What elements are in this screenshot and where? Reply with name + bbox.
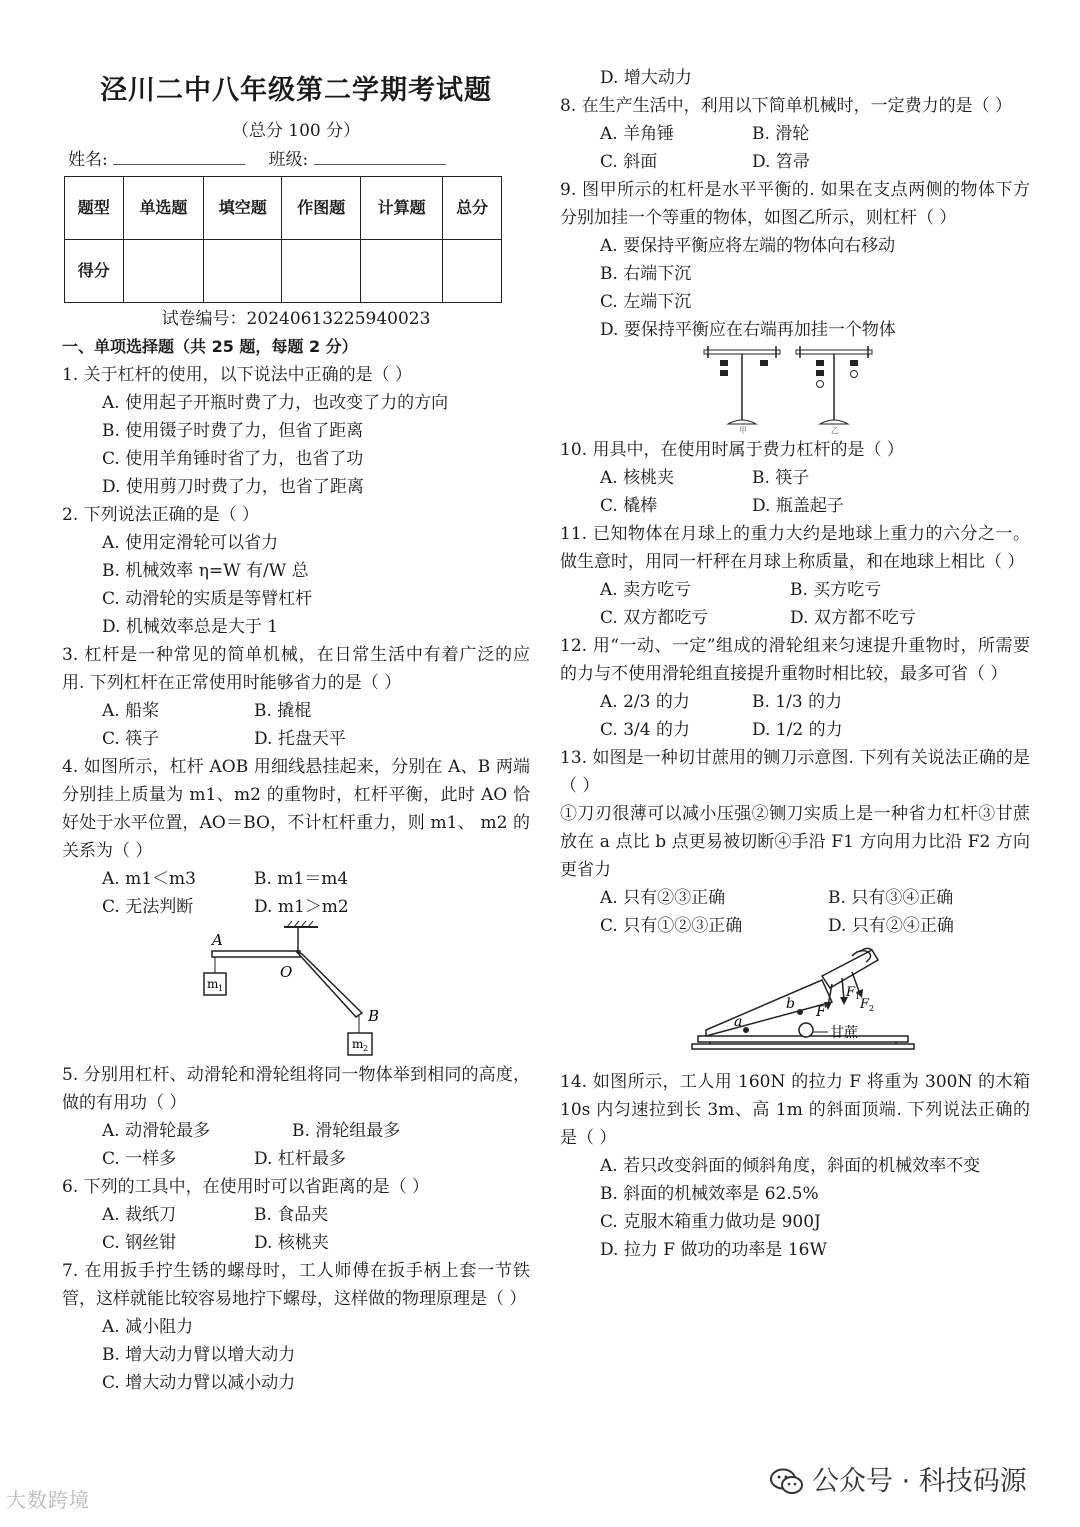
question-10 bbox=[560, 436, 1030, 520]
option-c[interactable]: C. 增大动力臂以减小动力 bbox=[102, 1373, 296, 1393]
option-b[interactable]: B. 只有③④正确 bbox=[828, 888, 954, 908]
question-stem: 2. 下列说法正确的是（ ） bbox=[62, 505, 260, 525]
option-a[interactable]: A. 2/3 的力 bbox=[600, 692, 690, 712]
question-5 bbox=[62, 1061, 530, 1173]
question-stem: 4. 如图所示，杠杆 AOB 用细线悬挂起来，分别在 A、B 两端分别挂上质量为 m1、m2 的重物时，杠杆平衡，此时 AO 恰好处于水平位置，AO＝BO，不计杠杆重力，则 m1、 m2 的关系为（ ） bbox=[62, 757, 530, 861]
name-class-row bbox=[62, 146, 530, 174]
option-c[interactable]: C. 钢丝钳 bbox=[102, 1233, 177, 1253]
class-blank[interactable] bbox=[314, 146, 446, 165]
score-label-cell: 得分 bbox=[65, 240, 124, 303]
option-d[interactable]: D. 只有②④正确 bbox=[828, 916, 954, 936]
label-b: B bbox=[368, 1007, 380, 1025]
option-d[interactable]: D. 瓶盖起子 bbox=[752, 496, 844, 516]
watermark-right-text: 公众号 · 科技码源 bbox=[812, 1466, 1027, 1497]
question-3 bbox=[62, 641, 530, 753]
option-a[interactable]: A. m1＜m3 bbox=[102, 869, 196, 889]
option-row bbox=[62, 865, 530, 893]
option-b[interactable]: B. 滑轮 bbox=[752, 124, 810, 144]
option-row bbox=[62, 893, 530, 921]
option-d[interactable]: D. 使用剪刀时费了力，也省了距离 bbox=[102, 477, 364, 497]
right-column bbox=[560, 64, 1030, 1264]
knife-diagram bbox=[560, 940, 1030, 1068]
score-cell[interactable] bbox=[360, 240, 442, 303]
option-a[interactable]: A. 卖方吃亏 bbox=[600, 580, 692, 600]
option-c[interactable]: C. 无法判断 bbox=[102, 897, 194, 917]
question-stem: 12. 用“一动、一定”组成的滑轮组来匀速提升重物时，所需要的力与不使用滑轮组直接提升重物时相比较，最多可省（ ） bbox=[560, 636, 1030, 684]
question-6 bbox=[62, 1173, 530, 1257]
option-b[interactable]: B. 右端下沉 bbox=[600, 264, 692, 284]
option-a[interactable]: A. 要保持平衡应将左端的物体向右移动 bbox=[600, 236, 896, 256]
score-cell[interactable] bbox=[443, 240, 502, 303]
label-f: F bbox=[816, 1004, 826, 1020]
option-row bbox=[560, 912, 1030, 940]
question-stem: 8. 在生产生活中，利用以下简单机械时，一定费力的是（ ） bbox=[560, 96, 1013, 116]
balance-left bbox=[704, 346, 780, 435]
watermark-right bbox=[770, 1462, 1027, 1502]
option-a[interactable]: A. 只有②③正确 bbox=[600, 888, 726, 908]
name-label: 姓名: bbox=[68, 150, 108, 170]
question-11 bbox=[560, 520, 1030, 632]
option-row bbox=[560, 716, 1030, 744]
option-d[interactable]: D. 要保持平衡应在右端再加挂一个物体 bbox=[600, 320, 896, 340]
balance-right bbox=[796, 346, 872, 435]
option-c[interactable]: C. 左端下沉 bbox=[600, 292, 692, 312]
option-a[interactable]: A. 动滑轮最多 bbox=[102, 1121, 211, 1141]
option-row bbox=[560, 120, 1030, 148]
balance-lever-diagram bbox=[560, 344, 1030, 436]
label-jia: 甲 bbox=[739, 426, 747, 435]
option-row bbox=[560, 464, 1030, 492]
question-stem: 14. 如图所示，工人用 160N 的拉力 F 将重为 300N 的木箱 10s 内匀速拉到长 3m、高 1m 的斜面顶端. 下列说法正确的是（ ） bbox=[560, 1072, 1030, 1148]
option-d[interactable]: D. 增大动力 bbox=[600, 68, 692, 88]
question-9 bbox=[560, 176, 1030, 436]
label-m1: m bbox=[207, 977, 219, 991]
question-stem: 6. 下列的工具中，在使用时可以省距离的是（ ） bbox=[62, 1177, 430, 1197]
option-row bbox=[560, 148, 1030, 176]
option-row bbox=[560, 604, 1030, 632]
option-a[interactable]: A. 羊角锤 bbox=[600, 124, 675, 144]
option-d[interactable]: D. 托盘天平 bbox=[254, 729, 346, 749]
score-table-header-row bbox=[65, 177, 502, 240]
question-stem: 11. 已知物体在月球上的重力大约是地球上重力的六分之一。做生意时，用同一杆秤在月球上称质量，和在地球上相比（ ） bbox=[560, 524, 1030, 572]
option-d[interactable]: D. 核桃夹 bbox=[254, 1233, 329, 1253]
score-cell[interactable] bbox=[204, 240, 282, 303]
section-heading: 一、单项选择题（共 25 题，每题 2 分） bbox=[62, 337, 358, 356]
class-label: 班级: bbox=[268, 150, 309, 170]
question-2 bbox=[62, 501, 530, 641]
question-1 bbox=[62, 361, 530, 501]
option-c[interactable]: C. 斜面 bbox=[600, 152, 658, 172]
option-row bbox=[62, 1201, 530, 1229]
label-a-point: a bbox=[734, 1014, 743, 1030]
option-a[interactable]: A. 若只改变斜面的倾斜角度，斜面的机械效率不变 bbox=[600, 1156, 981, 1176]
option-a[interactable]: A. 使用起子开瓶时费了力，也改变了力的方向 bbox=[102, 393, 449, 413]
question-stem: 10. 用具中，在使用时属于费力杠杆的是（ ） bbox=[560, 440, 904, 460]
option-d[interactable]: D. 双方都不吃亏 bbox=[790, 608, 916, 628]
question-8 bbox=[560, 92, 1030, 176]
option-d[interactable]: D. m1＞m2 bbox=[254, 897, 349, 917]
option-d[interactable]: D. 拉力 F 做功的功率是 16W bbox=[600, 1240, 827, 1260]
option-a[interactable]: A. 船桨 bbox=[102, 701, 160, 721]
label-f2: F bbox=[860, 997, 870, 1012]
option-c[interactable]: C. 筷子 bbox=[102, 729, 160, 749]
table-header-cell: 作图题 bbox=[282, 177, 360, 240]
option-b[interactable]: B. m1＝m4 bbox=[254, 869, 349, 889]
option-b[interactable]: B. 斜面的机械效率是 62.5% bbox=[600, 1184, 819, 1204]
label-cane: 甘蔗 bbox=[830, 1025, 858, 1041]
option-c[interactable]: C. 动滑轮的实质是等臂杠杆 bbox=[102, 589, 313, 609]
total-score-note: （总分 100 分） bbox=[231, 121, 361, 141]
option-d[interactable]: D. 机械效率总是大于 1 bbox=[102, 617, 279, 637]
option-a[interactable]: A. 使用定滑轮可以省力 bbox=[102, 533, 279, 553]
option-c[interactable]: C. 使用羊角锤时省了力，也省了功 bbox=[102, 449, 364, 469]
question-stem: 3. 杠杆是一种常见的简单机械，在日常生活中有着广泛的应用. 下列杠杆在正常使用时能够省力的是（ ） bbox=[62, 645, 530, 693]
label-f2-sub: 2 bbox=[869, 1004, 875, 1013]
option-d[interactable]: D. 1/2 的力 bbox=[752, 720, 843, 740]
option-a[interactable]: A. 减小阻力 bbox=[102, 1317, 194, 1337]
table-header-cell: 填空题 bbox=[204, 177, 282, 240]
option-row bbox=[62, 1145, 530, 1173]
option-row bbox=[62, 697, 530, 725]
option-row bbox=[62, 1229, 530, 1257]
option-b[interactable]: B. 增大动力臂以增大动力 bbox=[102, 1345, 296, 1365]
table-header-cell: 计算题 bbox=[360, 177, 442, 240]
question-13 bbox=[560, 744, 1030, 1068]
question-stem: 7. 在用扳手拧生锈的螺母时，工人师傅在扳手柄上套一节铁管，这样就能比较容易地拧下螺母，这样做的物理原理是（ ） bbox=[62, 1261, 530, 1309]
option-row bbox=[560, 576, 1030, 604]
question-stem: 9. 图甲所示的杠杆是水平平衡的. 如果在支点两侧的物体下方分别加挂一个等重的物体，如图乙所示，则杠杆（ ） bbox=[560, 180, 1030, 228]
option-b[interactable]: B. 撬棍 bbox=[254, 701, 312, 721]
label-f1-sub: 1 bbox=[855, 992, 861, 1001]
option-row bbox=[62, 725, 530, 753]
label-m2-sub: 2 bbox=[363, 1044, 369, 1053]
option-b[interactable]: B. 机械效率 η=W 有/W 总 bbox=[102, 561, 309, 581]
option-row bbox=[560, 492, 1030, 520]
option-row bbox=[62, 1117, 530, 1145]
option-a[interactable]: A. 裁纸刀 bbox=[102, 1205, 177, 1225]
option-d[interactable]: D. 笤帚 bbox=[752, 152, 810, 172]
option-c[interactable]: C. 只有①②③正确 bbox=[600, 916, 743, 936]
table-header-cell: 题型 bbox=[65, 177, 124, 240]
option-b[interactable]: B. 使用镊子时费了力，但省了距离 bbox=[102, 421, 364, 441]
option-b[interactable]: B. 买方吃亏 bbox=[790, 580, 882, 600]
label-o: O bbox=[280, 963, 293, 981]
exam-code: 试卷编号：20240613225940023 bbox=[161, 309, 431, 329]
option-a[interactable]: A. 核桃夹 bbox=[600, 468, 675, 488]
score-cell[interactable] bbox=[282, 240, 360, 303]
label-b-point: b bbox=[786, 996, 795, 1012]
option-b[interactable]: B. 筷子 bbox=[752, 468, 810, 488]
table-header-cell: 单选题 bbox=[123, 177, 203, 240]
option-c[interactable]: C. 橇棒 bbox=[600, 496, 658, 516]
table-header-cell: 总分 bbox=[443, 177, 502, 240]
option-b[interactable]: B. 滑轮组最多 bbox=[292, 1121, 401, 1141]
wechat-icon bbox=[770, 1468, 804, 1496]
option-c[interactable]: C. 3/4 的力 bbox=[600, 720, 690, 740]
score-table-score-row bbox=[65, 240, 502, 303]
question-4 bbox=[62, 753, 530, 1061]
watermark-left: 大数跨境 bbox=[6, 1488, 90, 1512]
score-cell[interactable] bbox=[123, 240, 203, 303]
option-b[interactable]: B. 食品夹 bbox=[254, 1205, 329, 1225]
label-m2: m bbox=[352, 1037, 364, 1051]
question-detail: ①刀刃很薄可以减小压强②铡刀实质上是一种省力杠杆③甘蔗放在 a 点比 b 点更易被切断④手沿 F1 方向用力比沿 F2 方向更省力 bbox=[560, 804, 1030, 880]
left-column bbox=[62, 64, 530, 1397]
option-c[interactable]: C. 克服木箱重力做功是 900J bbox=[600, 1212, 821, 1232]
option-c[interactable]: C. 一样多 bbox=[102, 1149, 177, 1169]
question-stem: 1. 关于杠杆的使用，以下说法中正确的是（ ） bbox=[62, 365, 413, 385]
score-table bbox=[64, 176, 502, 303]
option-b[interactable]: B. 1/3 的力 bbox=[752, 692, 843, 712]
label-a: A bbox=[212, 931, 223, 949]
label-f1: F bbox=[846, 985, 856, 1000]
option-row bbox=[560, 884, 1030, 912]
option-d[interactable]: D. 杠杆最多 bbox=[254, 1149, 346, 1169]
name-blank[interactable] bbox=[113, 146, 245, 165]
question-14 bbox=[560, 1068, 1030, 1264]
label-m1-sub: 1 bbox=[218, 984, 224, 993]
exam-title: 泾川二中八年级第二学期考试题 bbox=[100, 75, 492, 106]
question-12 bbox=[560, 632, 1030, 744]
question-stem: 5. 分别用杠杆、动滑轮和滑轮组将同一物体举到相同的高度，做的有用功（ ） bbox=[62, 1065, 530, 1113]
option-c[interactable]: C. 双方都吃亏 bbox=[600, 608, 709, 628]
lever-diagram bbox=[62, 921, 530, 1061]
question-stem: 13. 如图是一种切甘蔗用的铡刀示意图. 下列有关说法正确的是（ ） bbox=[560, 748, 1030, 796]
option-row bbox=[560, 688, 1030, 716]
question-7 bbox=[62, 1257, 530, 1397]
label-yi: 乙 bbox=[831, 426, 839, 435]
